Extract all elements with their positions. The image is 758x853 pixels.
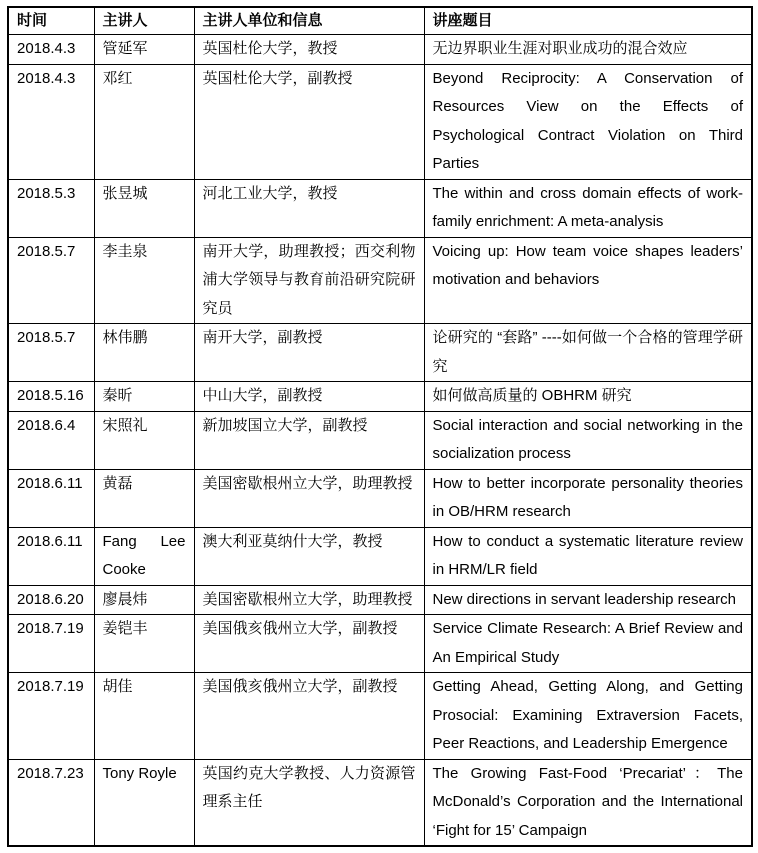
cell-lecture-title: How to better incorporate personality theories in OB/HRM research bbox=[424, 469, 752, 527]
cell-date: 2018.4.3 bbox=[8, 64, 94, 179]
lecture-schedule-table bbox=[7, 6, 753, 847]
cell-speaker: 管延军 bbox=[94, 35, 194, 65]
cell-affiliation: 美国俄亥俄州立大学，副教授 bbox=[194, 615, 424, 673]
cell-speaker: 张昱城 bbox=[94, 179, 194, 237]
cell-date: 2018.6.11 bbox=[8, 469, 94, 527]
cell-lecture-title: The within and cross domain effects of work-family enrichment: A meta-analysis bbox=[424, 179, 752, 237]
table-row bbox=[8, 469, 752, 527]
cell-speaker: 林伟鹏 bbox=[94, 324, 194, 382]
cell-affiliation: 美国密歇根州立大学，助理教授 bbox=[194, 585, 424, 615]
table-row bbox=[8, 35, 752, 65]
table-row bbox=[8, 585, 752, 615]
table-row bbox=[8, 527, 752, 585]
cell-lecture-title: How to conduct a systematic literature review in HRM/LR field bbox=[424, 527, 752, 585]
cell-lecture-title: Service Climate Research: A Brief Review and An Empirical Study bbox=[424, 615, 752, 673]
cell-speaker: 姜铠丰 bbox=[94, 615, 194, 673]
table-row bbox=[8, 64, 752, 179]
cell-lecture-title: Social interaction and social networking in the socialization process bbox=[424, 411, 752, 469]
cell-date: 2018.5.16 bbox=[8, 382, 94, 412]
cell-speaker: Tony Royle bbox=[94, 759, 194, 846]
cell-speaker: 邓红 bbox=[94, 64, 194, 179]
table-row bbox=[8, 673, 752, 760]
cell-speaker: 秦昕 bbox=[94, 382, 194, 412]
cell-date: 2018.5.3 bbox=[8, 179, 94, 237]
cell-speaker: 胡佳 bbox=[94, 673, 194, 760]
cell-date: 2018.4.3 bbox=[8, 35, 94, 65]
cell-affiliation: 英国约克大学教授、人力资源管理系主任 bbox=[194, 759, 424, 846]
cell-affiliation: 澳大利亚莫纳什大学，教授 bbox=[194, 527, 424, 585]
cell-date: 2018.6.11 bbox=[8, 527, 94, 585]
cell-lecture-title: The Growing Fast-Food ‘Precariat’：The McDonald’s Corporation and the International ‘Fight for 15’ Campaign bbox=[424, 759, 752, 846]
cell-speaker: 黄磊 bbox=[94, 469, 194, 527]
cell-affiliation: 英国杜伦大学，教授 bbox=[194, 35, 424, 65]
cell-affiliation: 美国密歇根州立大学，助理教授 bbox=[194, 469, 424, 527]
lecture-table-body bbox=[8, 35, 752, 847]
cell-speaker: 李圭泉 bbox=[94, 237, 194, 324]
cell-date: 2018.6.4 bbox=[8, 411, 94, 469]
table-row bbox=[8, 759, 752, 846]
table-row bbox=[8, 615, 752, 673]
cell-speaker: 宋照礼 bbox=[94, 411, 194, 469]
cell-lecture-title: Getting Ahead, Getting Along, and Getting Prosocial: Examining Extraversion Facets, Peer Reactions, and Leadership Emergence bbox=[424, 673, 752, 760]
cell-affiliation: 英国杜伦大学，副教授 bbox=[194, 64, 424, 179]
cell-affiliation: 河北工业大学，教授 bbox=[194, 179, 424, 237]
cell-date: 2018.5.7 bbox=[8, 324, 94, 382]
cell-speaker: 廖晨炜 bbox=[94, 585, 194, 615]
column-header-speaker: 主讲人 bbox=[94, 7, 194, 35]
cell-lecture-title: New directions in servant leadership research bbox=[424, 585, 752, 615]
cell-speaker: Fang Lee Cooke bbox=[94, 527, 194, 585]
cell-affiliation: 新加坡国立大学，副教授 bbox=[194, 411, 424, 469]
table-header-row bbox=[8, 7, 752, 35]
cell-lecture-title: Beyond Reciprocity: A Conservation of Resources View on the Effects of Psychological Contract Violation on Third Parties bbox=[424, 64, 752, 179]
cell-affiliation: 美国俄亥俄州立大学，副教授 bbox=[194, 673, 424, 760]
cell-lecture-title: 无边界职业生涯对职业成功的混合效应 bbox=[424, 35, 752, 65]
table-row bbox=[8, 179, 752, 237]
cell-date: 2018.7.19 bbox=[8, 615, 94, 673]
cell-date: 2018.5.7 bbox=[8, 237, 94, 324]
column-header-title: 讲座题目 bbox=[424, 7, 752, 35]
column-header-affiliation: 主讲人单位和信息 bbox=[194, 7, 424, 35]
cell-lecture-title: Voicing up: How team voice shapes leaders’ motivation and behaviors bbox=[424, 237, 752, 324]
table-row bbox=[8, 324, 752, 382]
table-row bbox=[8, 411, 752, 469]
table-row bbox=[8, 382, 752, 412]
cell-lecture-title: 论研究的 “套路” ----如何做一个合格的管理学研究 bbox=[424, 324, 752, 382]
cell-date: 2018.6.20 bbox=[8, 585, 94, 615]
cell-date: 2018.7.19 bbox=[8, 673, 94, 760]
cell-affiliation: 中山大学，副教授 bbox=[194, 382, 424, 412]
cell-affiliation: 南开大学，副教授 bbox=[194, 324, 424, 382]
column-header-date: 时间 bbox=[8, 7, 94, 35]
cell-lecture-title: 如何做高质量的 OBHRM 研究 bbox=[424, 382, 752, 412]
cell-affiliation: 南开大学，助理教授；西交利物浦大学领导与教育前沿研究院研究员 bbox=[194, 237, 424, 324]
table-row bbox=[8, 237, 752, 324]
cell-date: 2018.7.23 bbox=[8, 759, 94, 846]
